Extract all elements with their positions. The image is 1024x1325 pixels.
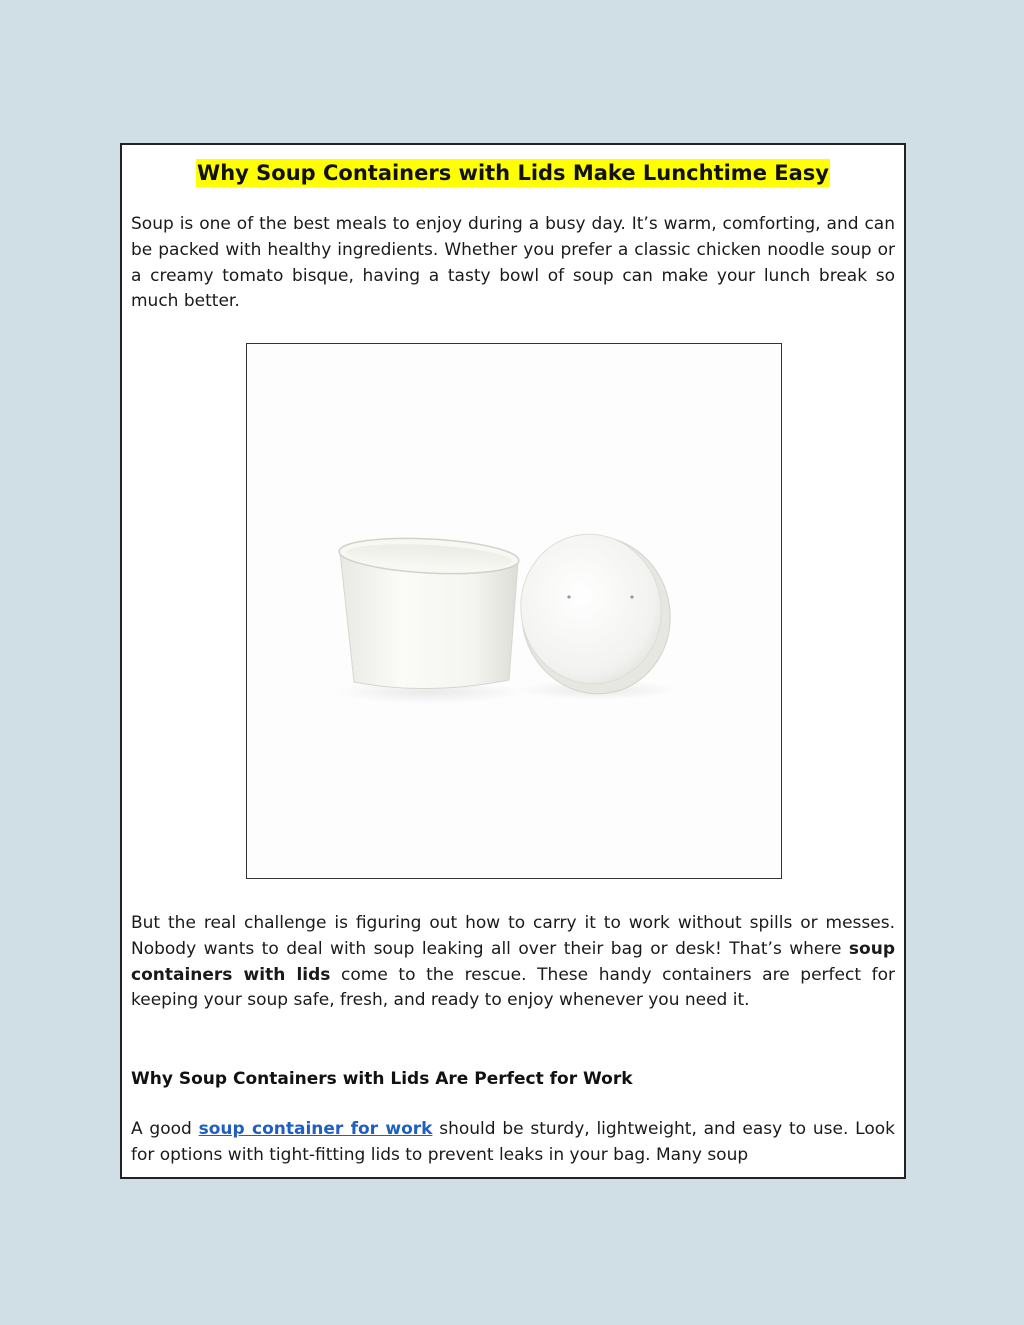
body-paragraph-2	[131, 911, 895, 1014]
soup-container-for-work-link[interactable]: soup container for work	[198, 1119, 433, 1139]
paragraph2-text-after: come to the rescue. These handy containers are perfect for keeping your soup safe, fresh, and ready to enjoy whenever you need it.	[131, 964, 895, 1011]
section-subheading: Why Soup Containers with Lids Are Perfect for Work	[131, 1069, 633, 1089]
document-page	[120, 143, 906, 1179]
paragraph2-bold-phrase: soup containers with lids	[131, 938, 895, 985]
soup-container-photo	[246, 343, 782, 879]
document-title: Why Soup Containers with Lids Make Lunchtime Easy	[197, 161, 829, 185]
paragraph2-text-before: But the real challenge is figuring out how to carry it to work without spills or messes. Nobody wants to deal with soup leaking all over their bag or desk! That’s where	[131, 913, 895, 959]
title-wrapper	[122, 159, 904, 187]
soup-container-icon	[247, 344, 781, 878]
intro-paragraph: Soup is one of the best meals to enjoy during a busy day. It’s warm, comforting, and can be packed with healthy ingredients. Whether you prefer a classic chicken noodle soup or a creamy tomato bisque, having a tasty bowl of soup can make your lunch break so much better.	[131, 214, 895, 312]
paragraph3-text-after: should be sturdy, lightweight, and easy to use. Look for options with tight-fitting lids to prevent leaks in your bag. Many soup	[131, 1119, 895, 1165]
body-paragraph-3	[131, 1117, 895, 1169]
paragraph3-text-before: A good	[131, 1119, 199, 1139]
